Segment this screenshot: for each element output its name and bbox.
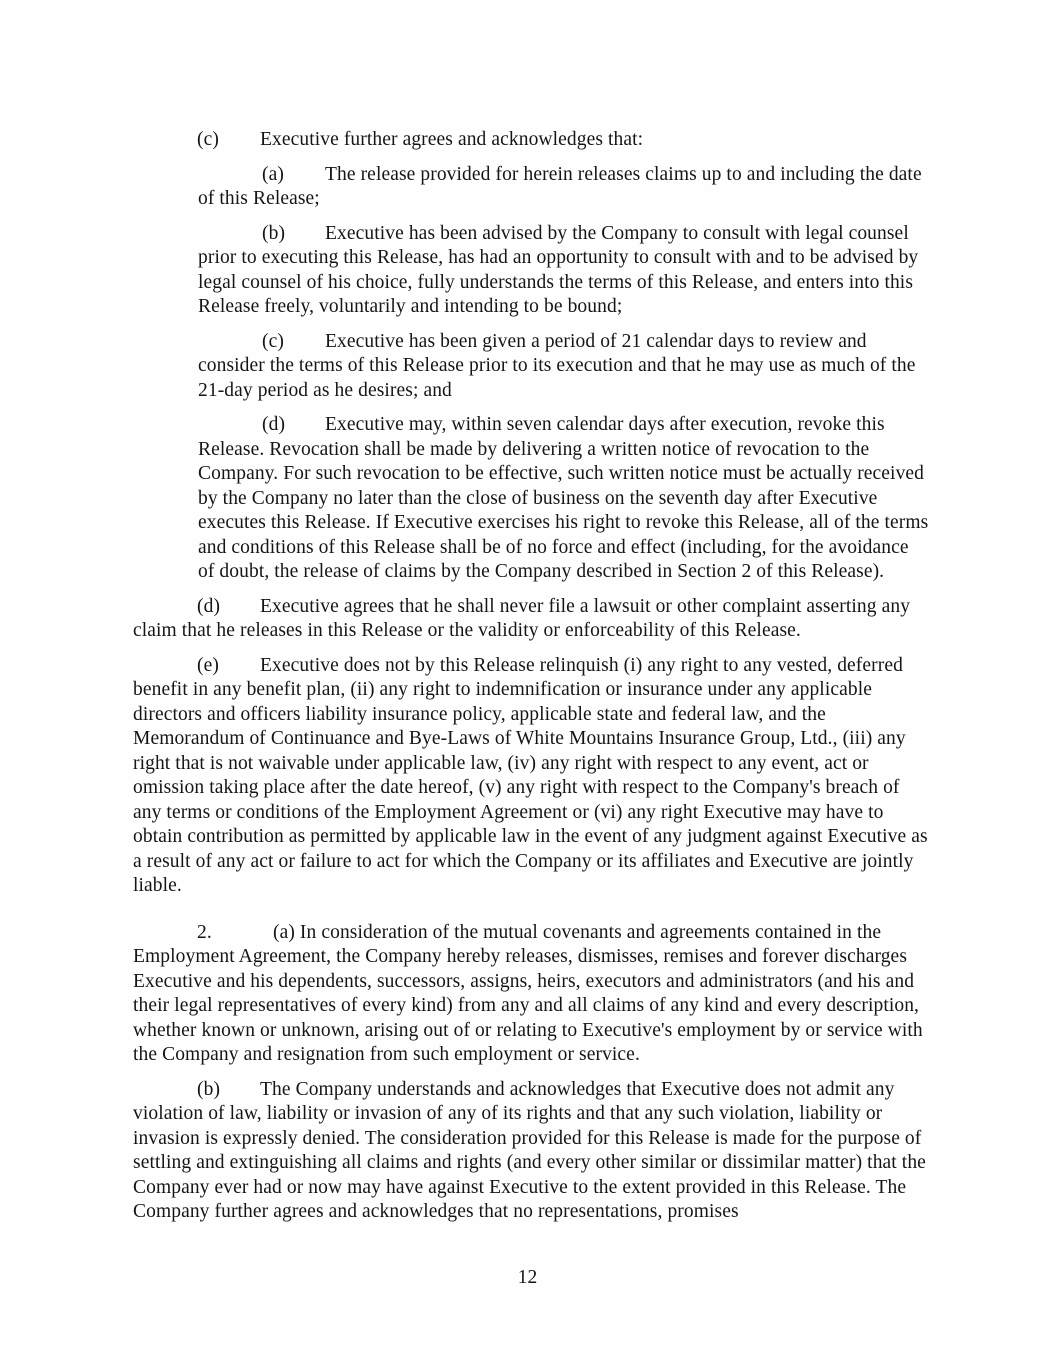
paragraph [198,413,930,585]
paragraph-label: (c) [197,129,219,150]
paragraph-text: Executive agrees that he shall never file a lawsuit or other complaint asserting any claim that he releases in this Release or the validity or enforceability of this Release. [133,595,911,641]
paragraph-label: 2. [197,921,212,943]
paragraph-label: (c) [262,330,284,352]
paragraph [133,1078,930,1225]
paragraph [133,921,930,1068]
paragraph [198,222,930,320]
paragraph-text: Executive has been given a period of 21 calendar days to review and consider the terms of this Release prior to its execution and that he may use as much of the 21-day period as he desires; and [198,330,916,401]
paragraph-label: (d) [197,595,221,617]
paragraph-text: The release provided for herein releases claims up to and including the date of this Release; [198,163,922,209]
paragraph-label: (b) [197,1078,221,1100]
paragraph-text: Executive further agrees and acknowledges that: [260,129,644,150]
paragraph-text: Executive does not by this Release relinquish (i) any right to any vested, deferred benefit in any benefit plan, (ii) any right to indemnification or insurance under any applicable directors and officers liability insurance policy, applicable state and federal law, and the Memorandum of Continuance and Bye-Laws of White Mountains Insurance Group, Ltd., (iii) any right that is not waivable under applicable law, (iv) any right with respect to any event, act or omission taking place after the date hereof, (v) any right with respect to the Company's breach of any terms or conditions of the Employment Agreement or (vi) any right Executive may have to obtain contribution as permitted by applicable law in the event of any judgment against Executive as a result of any act or failure to act for which the Company or its affiliates and Executive are jointly liable. [133,654,928,896]
paragraph [198,163,930,212]
paragraph-label: (b) [262,222,286,244]
paragraph-label: (a) [262,163,284,185]
paragraph-label: (e) [197,654,219,676]
paragraph [198,330,930,404]
paragraph [133,654,930,899]
paragraph-text: Executive may, within seven calendar days after execution, revoke this Release. Revocation shall be made by delivering a written notice of revocation to the Company. For such revocation to be effective, such written notice must be actually received by the Company no later than the close of business on the seventh day after Executive executes this Release. If Executive exercises his right to revoke this Release, all of the terms and conditions of this Release shall be of no force and effect (including, for the avoidance of doubt, the release of claims by the Company described in Section 2 of this Release). [198,414,929,582]
paragraph-label: (d) [262,414,286,435]
paragraph-text: Executive has been advised by the Company to consult with legal counsel prior to executing this Release, has had an opportunity to consult with and to be advised by legal counsel of his choice, fully understands the terms of this Release, and enters into this Release freely, voluntarily and intending to be bound; [198,222,919,317]
document-body [133,128,930,1225]
paragraph [133,128,930,153]
paragraph-text: (a) In consideration of the mutual covenants and agreements contained in the Employment Agreement, the Company hereby releases, dismisses, remises and forever discharges Executive and his dependents, successors, assigns, heirs, executors and administrators (and his and their legal representatives of every kind) from any and all claims of any kind and every description, whether known or unknown, arising out of or relating to Executive's employment by or service with the Company and resignation from such employment or service. [133,921,923,1065]
paragraph [133,595,930,644]
paragraph-text: The Company understands and acknowledges that Executive does not admit any violation of law, liability or invasion of any of its rights and that any such violation, liability or invasion is expressly denied. The consideration provided for this Release is made for the purpose of settling and extinguishing all claims and rights (and every other similar or dissimilar matter) that the Company ever had or now may have against Executive to the extent provided in this Release. The Company further agrees and acknowledges that no representations, promises [133,1078,926,1222]
page-number: 12 [517,1267,538,1288]
